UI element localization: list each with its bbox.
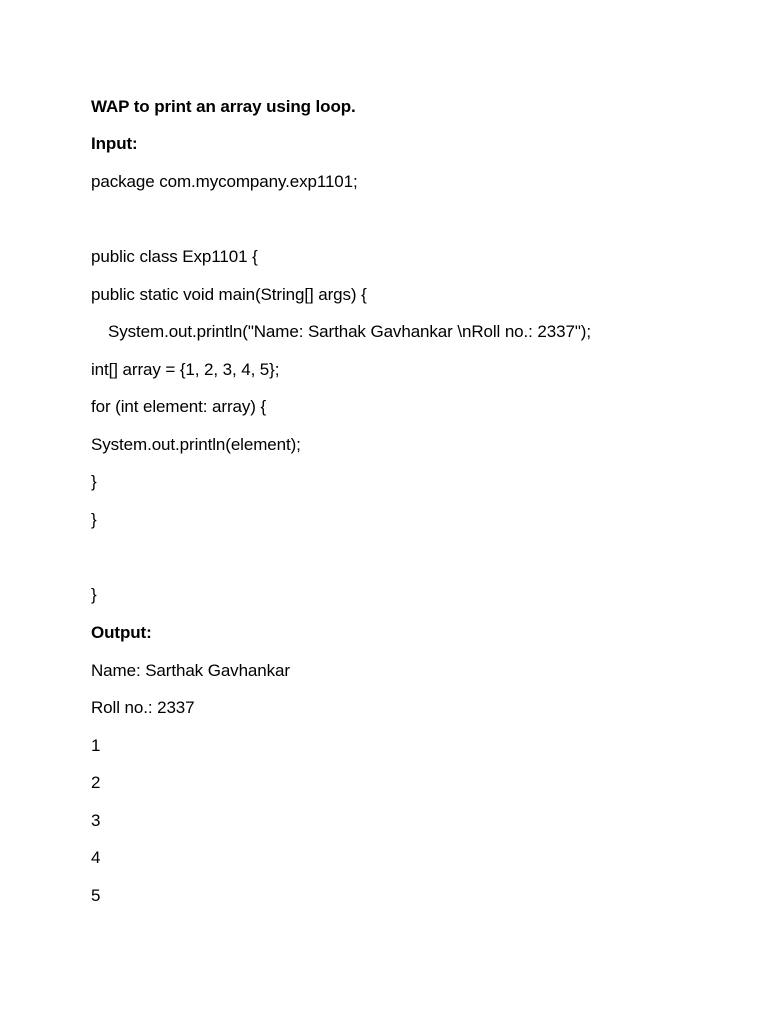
output-line: Roll no.: 2337 [91, 698, 195, 717]
code-line: int[] array = {1, 2, 3, 4, 5}; [91, 360, 280, 379]
output-line: 5 [91, 886, 101, 905]
code-line: System.out.println(element); [91, 435, 301, 454]
input-heading: Input: [91, 134, 138, 153]
code-line: System.out.println("Name: Sarthak Gavhankar \nRoll no.: 2337"); [108, 322, 591, 341]
output-line: Name: Sarthak Gavhankar [91, 661, 290, 680]
code-line: for (int element: array) { [91, 397, 267, 416]
code-line: package com.mycompany.exp1101; [91, 172, 358, 191]
code-line: } [91, 510, 97, 529]
output-line: 2 [91, 773, 101, 792]
code-line: public class Exp1101 { [91, 247, 258, 266]
output-line: 4 [91, 848, 101, 867]
code-line: } [91, 472, 97, 491]
code-line: } [91, 585, 97, 604]
document-title: WAP to print an array using loop. [91, 97, 356, 116]
code-line: public static void main(String[] args) { [91, 285, 367, 304]
output-heading: Output: [91, 623, 152, 642]
output-line: 3 [91, 811, 101, 830]
output-line: 1 [91, 736, 101, 755]
